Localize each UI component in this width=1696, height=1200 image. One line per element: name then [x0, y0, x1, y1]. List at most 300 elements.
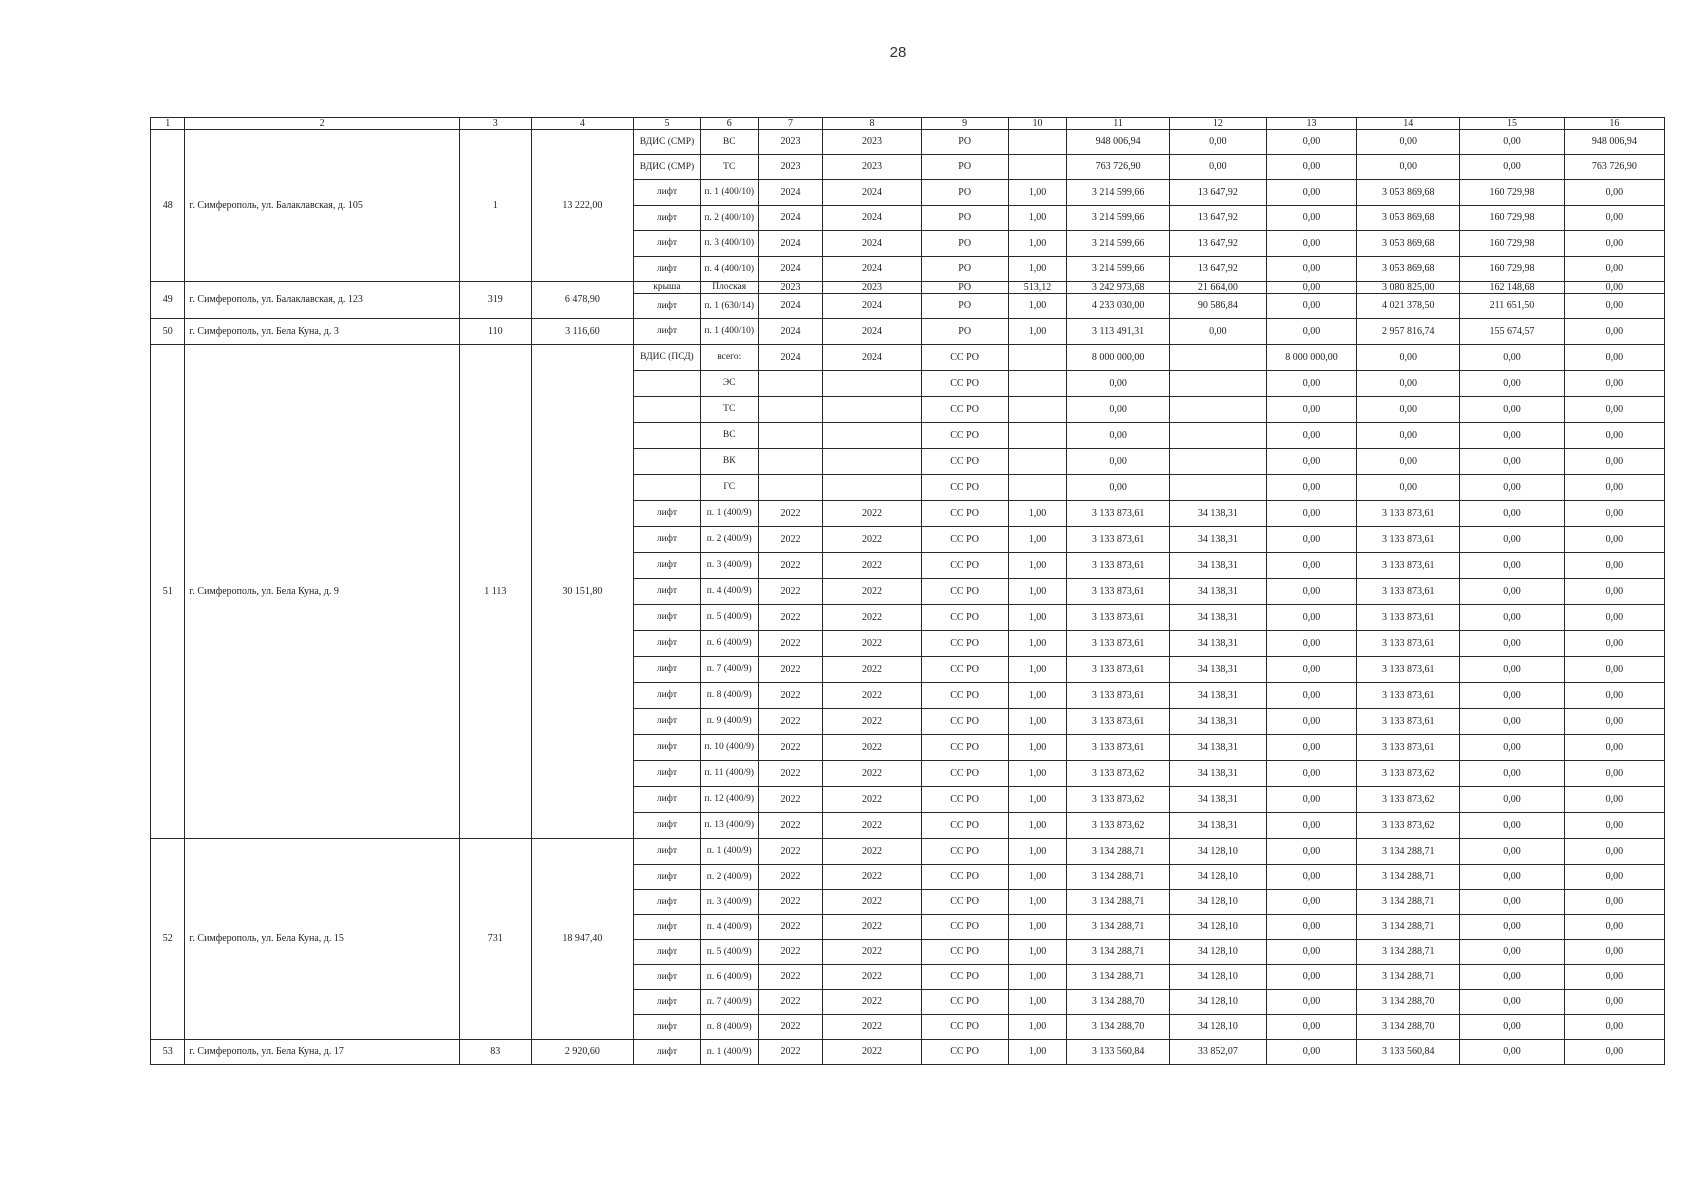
table-cell: 0,00 [1266, 423, 1356, 449]
table-cell: 0,00 [1266, 813, 1356, 839]
table-cell: 0,00 [1266, 965, 1356, 990]
table-cell: 0,00 [1564, 475, 1664, 501]
table-cell: РО [921, 231, 1008, 257]
table-cell: 2022 [758, 761, 823, 787]
table-cell: 2022 [823, 631, 921, 657]
table-cell: 1,00 [1008, 180, 1067, 206]
table-cell [1008, 130, 1067, 155]
table-cell: лифт [634, 527, 701, 553]
col4-cell: 30 151,80 [531, 345, 633, 839]
table-cell: п. 3 (400/10) [700, 231, 758, 257]
table-cell: п. 6 (400/9) [700, 965, 758, 990]
table-cell: СС РО [921, 915, 1008, 940]
table-cell: 0,00 [1460, 527, 1564, 553]
table-cell: лифт [634, 865, 701, 890]
table-cell: 2024 [758, 180, 823, 206]
table-cell: лифт [634, 501, 701, 527]
table-cell: 0,00 [1357, 371, 1460, 397]
table-cell: 34 128,10 [1169, 990, 1266, 1015]
table-cell: лифт [634, 761, 701, 787]
table-cell: СС РО [921, 579, 1008, 605]
table-cell: СС РО [921, 449, 1008, 475]
table-cell: 0,00 [1266, 206, 1356, 231]
table-cell: 3 242 973,68 [1067, 282, 1169, 294]
table-cell [1008, 397, 1067, 423]
table-cell: п. 8 (400/9) [700, 683, 758, 709]
table-cell: 0,00 [1266, 890, 1356, 915]
table-cell: 0,00 [1357, 397, 1460, 423]
table-cell: 0,00 [1564, 1040, 1664, 1065]
table-cell: 0,00 [1266, 940, 1356, 965]
table-cell: 13 647,92 [1169, 257, 1266, 282]
table-cell: 3 214 599,66 [1067, 206, 1169, 231]
table-cell: 1,00 [1008, 915, 1067, 940]
table-cell: 0,00 [1067, 475, 1169, 501]
table-cell: 3 133 873,61 [1357, 631, 1460, 657]
table-cell: 3 133 873,61 [1357, 709, 1460, 735]
table-cell: 0,00 [1460, 155, 1564, 180]
column-header: 11 [1067, 118, 1169, 130]
table-cell: 1,00 [1008, 579, 1067, 605]
table-cell: 0,00 [1067, 423, 1169, 449]
table-cell: 0,00 [1460, 657, 1564, 683]
table-cell: п. 11 (400/9) [700, 761, 758, 787]
table-cell: 1,00 [1008, 605, 1067, 631]
table-cell: 513,12 [1008, 282, 1067, 294]
table-cell: 34 128,10 [1169, 1015, 1266, 1040]
column-header: 15 [1460, 118, 1564, 130]
table-cell: 1,00 [1008, 257, 1067, 282]
table-cell: 0,00 [1266, 231, 1356, 257]
table-cell: 2022 [823, 683, 921, 709]
table-cell: СС РО [921, 761, 1008, 787]
table-cell: 0,00 [1460, 1040, 1564, 1065]
table-cell: 0,00 [1564, 206, 1664, 231]
table-cell: 0,00 [1460, 735, 1564, 761]
table-cell: СС РО [921, 657, 1008, 683]
table-cell: 90 586,84 [1169, 294, 1266, 319]
table-cell: СС РО [921, 631, 1008, 657]
table-cell: 2024 [823, 257, 921, 282]
table-cell: 0,00 [1266, 735, 1356, 761]
table-cell: 2022 [823, 1040, 921, 1065]
table-cell: 0,00 [1460, 631, 1564, 657]
table-cell: лифт [634, 206, 701, 231]
table-cell: 0,00 [1460, 345, 1564, 371]
table-cell: 2022 [823, 839, 921, 865]
table-cell: 34 138,31 [1169, 735, 1266, 761]
column-header: 5 [634, 118, 701, 130]
table-cell: 3 133 873,62 [1357, 761, 1460, 787]
table-cell [823, 423, 921, 449]
table-cell: 0,00 [1460, 475, 1564, 501]
table-cell: 0,00 [1266, 257, 1356, 282]
table-cell: 2022 [823, 1015, 921, 1040]
table-cell: СС РО [921, 423, 1008, 449]
table-cell: СС РО [921, 1015, 1008, 1040]
table-cell: 3 080 825,00 [1357, 282, 1460, 294]
table-cell: 3 134 288,70 [1357, 1015, 1460, 1040]
table-cell: СС РО [921, 605, 1008, 631]
row-number-cell: 53 [151, 1040, 185, 1065]
table-cell: 0,00 [1460, 865, 1564, 890]
table-cell: 1,00 [1008, 865, 1067, 890]
table-cell: ВС [700, 423, 758, 449]
table-cell: лифт [634, 605, 701, 631]
table-cell: 3 133 873,61 [1067, 735, 1169, 761]
table-cell: 0,00 [1266, 155, 1356, 180]
table-cell: 2024 [823, 345, 921, 371]
table-cell: 0,00 [1357, 130, 1460, 155]
table-cell: 0,00 [1357, 155, 1460, 180]
table-cell: п. 13 (400/9) [700, 813, 758, 839]
table-cell: ВДИС (ПСД) [634, 345, 701, 371]
table-cell: 0,00 [1266, 294, 1356, 319]
table-cell: РО [921, 206, 1008, 231]
table-cell: 3 133 560,84 [1067, 1040, 1169, 1065]
table-cell: 1,00 [1008, 1040, 1067, 1065]
table-cell: СС РО [921, 371, 1008, 397]
table-cell: СС РО [921, 735, 1008, 761]
table-cell: 2022 [758, 579, 823, 605]
table-cell: 1,00 [1008, 787, 1067, 813]
table-cell [823, 475, 921, 501]
table-cell: СС РО [921, 397, 1008, 423]
table-cell: 2022 [758, 527, 823, 553]
table-cell: 34 128,10 [1169, 965, 1266, 990]
table-cell: 3 133 873,62 [1067, 761, 1169, 787]
table-cell: 0,00 [1564, 553, 1664, 579]
table-cell: 2022 [823, 709, 921, 735]
table-cell: 2023 [823, 130, 921, 155]
table-cell: лифт [634, 990, 701, 1015]
table-cell: 0,00 [1266, 501, 1356, 527]
table-cell: 2024 [823, 180, 921, 206]
table-cell [823, 449, 921, 475]
table-cell: 0,00 [1564, 683, 1664, 709]
table-cell: 0,00 [1564, 423, 1664, 449]
table-cell: 0,00 [1357, 475, 1460, 501]
col3-cell: 110 [459, 319, 531, 345]
table-cell: 763 726,90 [1067, 155, 1169, 180]
table-cell: 160 729,98 [1460, 231, 1564, 257]
table-cell: РО [921, 130, 1008, 155]
row-number-cell: 50 [151, 319, 185, 345]
table-cell: 1,00 [1008, 683, 1067, 709]
table-cell: 2023 [823, 282, 921, 294]
table-cell: 1,00 [1008, 761, 1067, 787]
table-cell: 1,00 [1008, 631, 1067, 657]
address-cell: г. Симферополь, ул. Балаклавская, д. 105 [185, 130, 459, 282]
table-cell: 0,00 [1564, 319, 1664, 345]
table-cell: 3 053 869,68 [1357, 206, 1460, 231]
table-cell: 0,00 [1460, 787, 1564, 813]
col3-cell: 83 [459, 1040, 531, 1065]
table-cell: 0,00 [1564, 282, 1664, 294]
table-cell: СС РО [921, 527, 1008, 553]
table-cell: 1,00 [1008, 839, 1067, 865]
table-cell: 0,00 [1460, 371, 1564, 397]
table-cell [1169, 397, 1266, 423]
table-cell: 0,00 [1067, 371, 1169, 397]
table-cell: п. 8 (400/9) [700, 1015, 758, 1040]
table-cell: 2023 [758, 155, 823, 180]
table-cell: РО [921, 319, 1008, 345]
header-row [151, 118, 1665, 130]
table-cell: 0,00 [1266, 397, 1356, 423]
table-cell: 3 053 869,68 [1357, 257, 1460, 282]
table-cell: 13 647,92 [1169, 180, 1266, 206]
table-cell: 3 133 873,62 [1067, 813, 1169, 839]
column-header: 8 [823, 118, 921, 130]
table-cell: 0,00 [1460, 423, 1564, 449]
table-cell: 3 134 288,71 [1357, 890, 1460, 915]
table-cell: 3 133 873,62 [1357, 787, 1460, 813]
table-cell: 2024 [758, 319, 823, 345]
table-cell: 0,00 [1266, 475, 1356, 501]
table-cell [758, 475, 823, 501]
table-cell: 1,00 [1008, 206, 1067, 231]
table-cell: СС РО [921, 709, 1008, 735]
table-cell: 2022 [758, 501, 823, 527]
table-cell: 0,00 [1169, 130, 1266, 155]
table-cell: СС РО [921, 475, 1008, 501]
table-cell: 34 138,31 [1169, 605, 1266, 631]
table-cell: 0,00 [1460, 605, 1564, 631]
table-cell: лифт [634, 180, 701, 206]
table-cell: 0,00 [1564, 761, 1664, 787]
table-cell [758, 423, 823, 449]
table-cell: 3 134 288,71 [1067, 890, 1169, 915]
table-cell: 948 006,94 [1067, 130, 1169, 155]
table-cell: 4 233 030,00 [1067, 294, 1169, 319]
col4-cell: 13 222,00 [531, 130, 633, 282]
table-cell: 34 138,31 [1169, 579, 1266, 605]
table-cell: 0,00 [1564, 294, 1664, 319]
table-cell: ГС [700, 475, 758, 501]
table-row [151, 1040, 1665, 1065]
table-cell: 3 134 288,71 [1357, 915, 1460, 940]
table-cell: СС РО [921, 1040, 1008, 1065]
table-cell: лифт [634, 231, 701, 257]
address-cell: г. Симферополь, ул. Бела Куна, д. 3 [185, 319, 459, 345]
column-header: 3 [459, 118, 531, 130]
table-cell: 0,00 [1460, 501, 1564, 527]
table-cell: 3 133 873,61 [1357, 605, 1460, 631]
table-cell: 3 133 873,61 [1067, 683, 1169, 709]
table-cell: 3 214 599,66 [1067, 231, 1169, 257]
table-row [151, 319, 1665, 345]
table-cell: 0,00 [1564, 940, 1664, 965]
table-cell: 34 138,31 [1169, 527, 1266, 553]
table-cell: СС РО [921, 965, 1008, 990]
table-cell: 2022 [823, 990, 921, 1015]
table-cell: 8 000 000,00 [1266, 345, 1356, 371]
table-cell: 3 134 288,71 [1067, 915, 1169, 940]
table-cell: п. 5 (400/9) [700, 940, 758, 965]
table-cell: 2022 [823, 965, 921, 990]
table-cell: лифт [634, 1015, 701, 1040]
table-cell: п. 12 (400/9) [700, 787, 758, 813]
table-cell: 0,00 [1460, 915, 1564, 940]
table-cell: 1,00 [1008, 319, 1067, 345]
table-cell: 3 133 873,61 [1067, 527, 1169, 553]
table-cell: РО [921, 282, 1008, 294]
table-body [151, 118, 1665, 1065]
table-cell: 0,00 [1460, 397, 1564, 423]
table-cell: 211 651,50 [1460, 294, 1564, 319]
row-number-cell: 52 [151, 839, 185, 1040]
table-cell [634, 449, 701, 475]
table-cell: 3 133 873,61 [1357, 527, 1460, 553]
table-cell: 0,00 [1564, 371, 1664, 397]
table-cell: 0,00 [1564, 501, 1664, 527]
table-cell: 3 133 873,61 [1067, 631, 1169, 657]
table-cell: 162 148,68 [1460, 282, 1564, 294]
table-cell [1169, 475, 1266, 501]
table-cell: Плоская [700, 282, 758, 294]
table-cell: 2022 [823, 605, 921, 631]
table-cell [758, 371, 823, 397]
table-cell: 2022 [758, 965, 823, 990]
table-cell: 0,00 [1266, 1015, 1356, 1040]
table-cell: 0,00 [1266, 282, 1356, 294]
table-cell [634, 475, 701, 501]
table-cell: 0,00 [1357, 423, 1460, 449]
table-cell: лифт [634, 787, 701, 813]
table-cell: 0,00 [1266, 319, 1356, 345]
table-cell [1169, 345, 1266, 371]
table-cell: 2022 [758, 1040, 823, 1065]
table-cell: 0,00 [1564, 579, 1664, 605]
table-cell: 34 138,31 [1169, 553, 1266, 579]
table-cell: СС РО [921, 501, 1008, 527]
table-cell: 0,00 [1266, 709, 1356, 735]
table-cell: 0,00 [1564, 890, 1664, 915]
table-cell: 34 128,10 [1169, 865, 1266, 890]
table-cell: 0,00 [1266, 787, 1356, 813]
table-cell: РО [921, 180, 1008, 206]
table-cell: 3 133 873,62 [1357, 813, 1460, 839]
table-cell: 0,00 [1266, 990, 1356, 1015]
table-cell: 0,00 [1266, 130, 1356, 155]
table-cell: СС РО [921, 990, 1008, 1015]
column-header: 6 [700, 118, 758, 130]
table-cell: 13 647,92 [1169, 206, 1266, 231]
table-cell: лифт [634, 319, 701, 345]
table-cell: 1,00 [1008, 990, 1067, 1015]
table-cell: 0,00 [1266, 865, 1356, 890]
table-cell: 3 134 288,71 [1067, 965, 1169, 990]
page-number: 28 [889, 44, 907, 61]
table-cell: лифт [634, 553, 701, 579]
table-cell: ВДИС (СМР) [634, 155, 701, 180]
table-cell: 2022 [758, 709, 823, 735]
table-cell: 0,00 [1460, 683, 1564, 709]
column-header: 1 [151, 118, 185, 130]
table-cell: 0,00 [1266, 631, 1356, 657]
col3-cell: 1 [459, 130, 531, 282]
table-cell: 3 133 873,61 [1067, 709, 1169, 735]
table-cell [823, 397, 921, 423]
table-cell: 0,00 [1564, 397, 1664, 423]
table-cell: 0,00 [1564, 527, 1664, 553]
table-cell: 2024 [758, 294, 823, 319]
table-cell: 2024 [758, 257, 823, 282]
table-cell: 2022 [758, 813, 823, 839]
table-cell: 3 133 873,61 [1067, 579, 1169, 605]
table-cell: п. 1 (400/9) [700, 839, 758, 865]
table-cell: 1,00 [1008, 709, 1067, 735]
table-cell: 2022 [758, 735, 823, 761]
table-cell [758, 397, 823, 423]
table-cell: 34 138,31 [1169, 501, 1266, 527]
table-cell: 0,00 [1460, 890, 1564, 915]
table-cell: СС РО [921, 345, 1008, 371]
table-cell: 34 128,10 [1169, 940, 1266, 965]
table-cell: 2024 [823, 206, 921, 231]
table-cell: 2022 [823, 579, 921, 605]
table-cell: 34 128,10 [1169, 890, 1266, 915]
table-cell: п. 3 (400/9) [700, 553, 758, 579]
table-cell: СС РО [921, 890, 1008, 915]
table-cell: п. 2 (400/9) [700, 865, 758, 890]
table-cell: 3 053 869,68 [1357, 180, 1460, 206]
table-cell: 34 128,10 [1169, 839, 1266, 865]
table-cell: 2022 [823, 787, 921, 813]
table-cell: 0,00 [1357, 345, 1460, 371]
table-cell: 3 134 288,71 [1357, 965, 1460, 990]
table-cell: лифт [634, 257, 701, 282]
table-cell: 3 053 869,68 [1357, 231, 1460, 257]
table-cell: 2024 [758, 231, 823, 257]
table-cell: 0,00 [1266, 527, 1356, 553]
table-cell: 34 128,10 [1169, 915, 1266, 940]
table-cell: 3 133 873,61 [1357, 579, 1460, 605]
table-cell: 0,00 [1266, 915, 1356, 940]
table-cell: 948 006,94 [1564, 130, 1664, 155]
table-cell: 0,00 [1564, 965, 1664, 990]
table-cell: 2023 [758, 282, 823, 294]
col3-cell: 731 [459, 839, 531, 1040]
table-cell: 2022 [758, 657, 823, 683]
table-cell: 34 138,31 [1169, 709, 1266, 735]
table-cell: лифт [634, 890, 701, 915]
table-cell: 0,00 [1169, 155, 1266, 180]
table-row [151, 839, 1665, 865]
table-cell: п. 9 (400/9) [700, 709, 758, 735]
table-cell: 1,00 [1008, 890, 1067, 915]
table-cell: п. 2 (400/9) [700, 527, 758, 553]
table-cell: 1,00 [1008, 527, 1067, 553]
table-cell: 2022 [758, 605, 823, 631]
table-cell [1169, 423, 1266, 449]
table-cell: 3 133 873,61 [1067, 501, 1169, 527]
table-cell: 0,00 [1460, 130, 1564, 155]
table-cell: 3 134 288,71 [1067, 940, 1169, 965]
table-cell: 0,00 [1564, 839, 1664, 865]
table-cell: 0,00 [1266, 657, 1356, 683]
table-cell: 160 729,98 [1460, 180, 1564, 206]
table-cell: 2022 [823, 501, 921, 527]
table-cell: ТС [700, 397, 758, 423]
table-cell: п. 6 (400/9) [700, 631, 758, 657]
table-cell: 3 113 491,31 [1067, 319, 1169, 345]
table-cell: 0,00 [1266, 605, 1356, 631]
table-cell: 0,00 [1266, 579, 1356, 605]
table-cell: 3 133 873,61 [1067, 657, 1169, 683]
table-cell: 0,00 [1460, 839, 1564, 865]
